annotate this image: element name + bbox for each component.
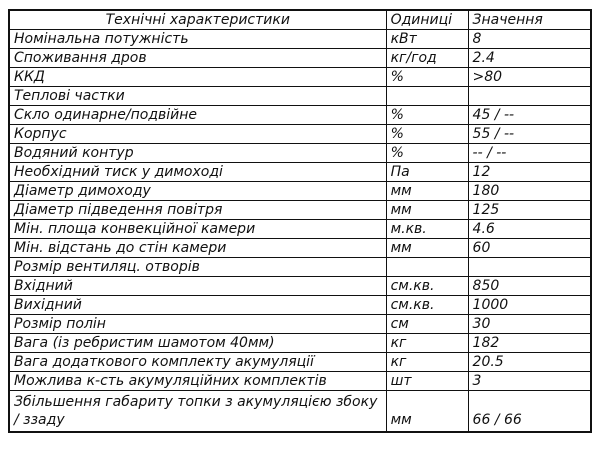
param-cell: Розмір полін: [9, 315, 386, 334]
unit-cell: см: [386, 315, 468, 334]
value-cell: [468, 87, 591, 106]
value-cell: 2.4: [468, 49, 591, 68]
table-row: [9, 258, 591, 277]
value-cell: 45 / --: [468, 106, 591, 125]
value-cell: 30: [468, 315, 591, 334]
unit-cell: мм: [386, 182, 468, 201]
value-cell: 55 / --: [468, 125, 591, 144]
param-cell: Діаметр підведення повітря: [9, 201, 386, 220]
param-cell: Вихідний: [9, 296, 386, 315]
value-cell: 3: [468, 372, 591, 391]
value-cell: 850: [468, 277, 591, 296]
unit-cell: кг: [386, 334, 468, 353]
param-cell: Теплові частки: [9, 87, 386, 106]
value-cell: 125: [468, 201, 591, 220]
param-cell: Вхідний: [9, 277, 386, 296]
param-cell: Водяний контур: [9, 144, 386, 163]
value-cell: 182: [468, 334, 591, 353]
unit-cell: кг/год: [386, 49, 468, 68]
unit-cell: шт: [386, 372, 468, 391]
table-row: [9, 144, 591, 163]
unit-cell: кВт: [386, 30, 468, 49]
table-row: [9, 296, 591, 315]
table-row: [9, 372, 591, 391]
spec-table: [8, 9, 592, 433]
param-cell: ККД: [9, 68, 386, 87]
param-cell: Збільшення габариту топки з акумуляцією збоку / ззаду: [9, 391, 386, 433]
table-row: [9, 353, 591, 372]
header-param: Технічні характеристики: [9, 10, 386, 30]
unit-cell: мм: [386, 391, 468, 433]
table-row: [9, 201, 591, 220]
unit-cell: м.кв.: [386, 220, 468, 239]
table-row: [9, 68, 591, 87]
unit-cell: кг: [386, 353, 468, 372]
param-cell: Корпус: [9, 125, 386, 144]
table-row: [9, 277, 591, 296]
value-cell: 8: [468, 30, 591, 49]
table-row: [9, 163, 591, 182]
value-cell: 66 / 66: [468, 391, 591, 433]
value-cell: 20.5: [468, 353, 591, 372]
param-cell: Розмір вентиляц. отворів: [9, 258, 386, 277]
table-row: [9, 334, 591, 353]
header-value: Значення: [468, 10, 591, 30]
value-cell: 12: [468, 163, 591, 182]
unit-cell: мм: [386, 239, 468, 258]
unit-cell: %: [386, 106, 468, 125]
unit-cell: см.кв.: [386, 277, 468, 296]
param-cell: Мін. відстань до стін камери: [9, 239, 386, 258]
param-cell: Мін. площа конвекційної камери: [9, 220, 386, 239]
unit-cell: см.кв.: [386, 296, 468, 315]
table-row: [9, 30, 591, 49]
param-cell: Номінальна потужність: [9, 30, 386, 49]
param-cell: Діаметр димоходу: [9, 182, 386, 201]
unit-cell: %: [386, 125, 468, 144]
param-cell: Можлива к-сть акумуляційних комплектів: [9, 372, 386, 391]
table-header-row: [9, 10, 591, 30]
unit-cell: Па: [386, 163, 468, 182]
value-cell: >80: [468, 68, 591, 87]
value-cell: 180: [468, 182, 591, 201]
unit-cell: %: [386, 144, 468, 163]
value-cell: 1000: [468, 296, 591, 315]
table-row: [9, 182, 591, 201]
value-cell: 4.6: [468, 220, 591, 239]
table-row: [9, 87, 591, 106]
header-unit: Одиниці: [386, 10, 468, 30]
table-row: [9, 106, 591, 125]
table-row: [9, 125, 591, 144]
unit-cell: мм: [386, 201, 468, 220]
value-cell: [468, 258, 591, 277]
value-cell: -- / --: [468, 144, 591, 163]
value-cell: 60: [468, 239, 591, 258]
table-row: [9, 315, 591, 334]
param-cell: Необхідний тиск у димоході: [9, 163, 386, 182]
unit-cell: %: [386, 68, 468, 87]
unit-cell: [386, 87, 468, 106]
table-row: [9, 239, 591, 258]
param-cell: Вага (із ребристим шамотом 40мм): [9, 334, 386, 353]
param-cell: Вага додаткового комплекту акумуляції: [9, 353, 386, 372]
table-row: [9, 220, 591, 239]
param-cell: Скло одинарне/подвійне: [9, 106, 386, 125]
table-row: [9, 49, 591, 68]
param-cell: Споживання дров: [9, 49, 386, 68]
unit-cell: [386, 258, 468, 277]
table-row: [9, 391, 591, 433]
